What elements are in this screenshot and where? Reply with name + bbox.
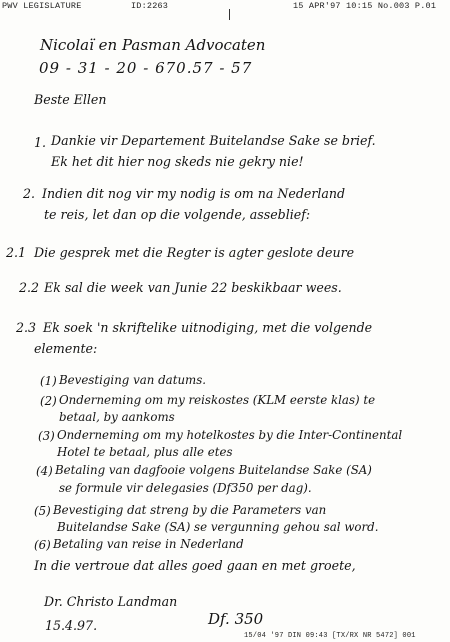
paragraph-number: 2.2 [19,280,40,295]
element-number: (3) [38,429,55,443]
element-line: Betaling van reise in Nederland [53,537,244,551]
paragraph-number: 2. [23,186,36,201]
paragraph-line: Dankie vir Departement Buitelandse Sake se brief. [51,133,376,148]
element-line: Buitelandse Sake (SA) se vergunning gehou sal word. [57,520,379,534]
amount-note: Df. 350 [208,610,264,628]
paragraph-line: Ek het dit hier nog skeds nie gekry nie! [51,154,304,169]
fax-sender: PWV LEGISLATURE [2,1,82,11]
fax-id: ID:2263 [131,1,169,11]
element-number: (6) [34,538,51,552]
scan-mark [229,9,230,20]
paragraph-line: Die gesprek met die Regter is agter geslote deure [34,245,355,260]
closing-line: In die vertroue dat alles goed gaan en met groete, [34,558,356,573]
paragraph-line: te reis, let dan op die volgende, asseblief: [44,207,311,222]
element-number: (1) [40,374,57,388]
fax-footer: 15/04 '97 DIN 09:43 [TX/RX NR 5472] 001 [244,632,416,640]
signature: Dr. Christo Landman [44,594,178,609]
firm-name: Nicolaï en Pasman Advocaten [40,36,266,54]
element-line: Onderneming om my hotelkostes by die Inter-Continental [57,428,403,442]
element-line: Onderneming om my reiskostes (KLM eerste klas) te [59,393,376,407]
salutation: Beste Ellen [34,92,107,107]
paragraph-line: Indien dit nog vir my nodig is om na Nederland [42,186,346,201]
paragraph-line: elemente: [34,341,98,356]
element-line: betaal, by aankoms [59,410,175,424]
fax-number: 09 - 31 - 20 - 670.57 - 57 [39,59,253,77]
paragraph-number: 1. [34,135,47,150]
paragraph-number: 2.3 [16,320,37,335]
element-line: Hotel te betaal, plus alle etes [57,445,233,459]
paragraph-number: 2.1 [6,245,27,260]
element-number: (5) [34,504,51,518]
element-number: (2) [40,394,57,408]
element-number: (4) [36,464,53,478]
paragraph-line: Ek soek 'n skriftelike uitnodiging, met die volgende [43,320,373,335]
fax-datetime: 15 APR'97 10:15 No.003 P.01 [293,1,437,11]
element-line: Bevestiging van datums. [59,373,207,387]
letter-date: 15.4.97. [45,618,98,633]
element-line: se formule vir delegasies (Df350 per dag). [59,481,312,495]
element-line: Bevestiging dat streng by die Parameters van [53,503,327,517]
element-line: Betaling van dagfooie volgens Buitelandse Sake (SA) [55,463,372,477]
paragraph-line: Ek sal die week van Junie 22 beskikbaar wees. [44,280,342,295]
